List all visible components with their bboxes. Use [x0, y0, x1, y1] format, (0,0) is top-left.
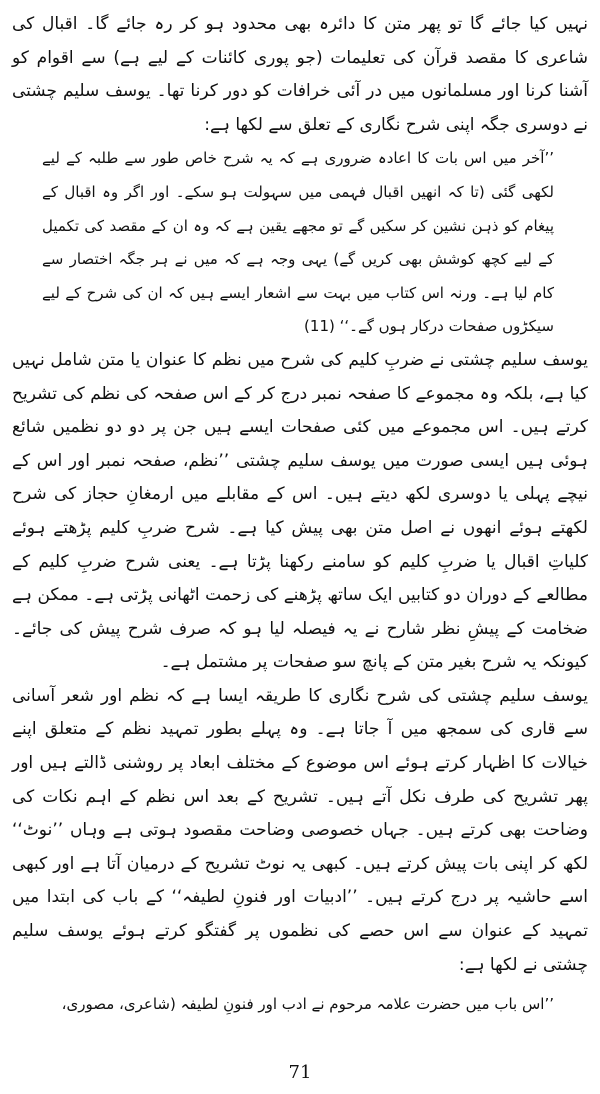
paragraph-intro: نہیں کیا جائے گا تو پھر متن کا دائرہ بھی محدود ہو کر رہ جائے گا۔ اقبال کی شاعری کا مقصد قرآن کی تعلیمات (جو پوری کائنات کے لیے ہے) سے اقوام کو آشنا کرنا اور مسلمانوں میں در آئی خرافات کو دور کرنا تھا۔ یوسف سلیم چشتی نے دوسری جگہ اپنی شرح نگاری کے تعلق سے لکھا ہے: [12, 14, 588, 135]
paragraph-sharh-method: یوسف سلیم چشتی کی شرح نگاری کا طریقہ ایسا ہے کہ نظم اور شعر آسانی سے قاری کی سمجھ میں آ جاتا ہے۔ وہ پہلے بطور تمہید نظم کے متعلق اپنے خیالات کا اظہار کرتے ہوئے اس موضوع کے مختلف ابعاد پر روشنی ڈالتے ہیں اور پھر تشریح کی طرف نکل آتے ہیں۔ تشریح کے بعد اس نظم کے اہم نکات کی وضاحت بھی کرتے ہیں۔ جہاں خصوصی وضاحت مقصود ہوتی ہے وہاں ’’نوٹ‘‘ لکھ کر اپنی بات پیش کرتے ہیں۔ کبھی یہ نوٹ تشریح کے درمیان آتا ہے اور کبھی اسے حاشیہ پر درج کرتے ہیں۔ ’’ادبیات اور فنونِ لطیفہ‘‘ کے باب کی ابتدا میں تمہید کے عنوان سے اس حصے کی نظموں پر گفتگو کرتے ہوئے یوسف سلیم چشتی نے لکھا ہے: [12, 685, 588, 975]
page-number: 71 [288, 1062, 312, 1083]
block-quote-adabiyat: ’’اس باب میں حضرت علامہ مرحوم نے ادب اور فنونِ لطیفہ (شاعری، مصوری، [61, 995, 554, 1014]
block-quote-chishti: ’’آخر میں اس بات کا اعادہ ضروری ہے کہ یہ شرح خاص طور سے طلبہ کے لیے لکھی گئی (تا کہ انھیں اقبال فہمی میں سہولت ہو سکے۔ اور اگر وہ اقبال کے پیغام کو ذہن نشین کر سکیں گے تو مجھے یقین ہے کہ وہ ان کے مقصد کی تکمیل کے لیے کچھ کوشش بھی کریں گے) یہی وجہ ہے کہ میں نے ہر جگہ اختصار سے کام لیا ہے۔ ورنہ اس کتاب میں بہت سے اشعار ایسے ہیں کہ ان کی شرح کے لیے سیکڑوں صفحات درکار ہوں گے۔‘‘ (11) [42, 149, 554, 336]
paragraph-zarb-e-kaleem: یوسف سلیم چشتی نے ضربِ کلیم کی شرح میں نظم کا عنوان یا متن شامل نہیں کیا ہے، بلکہ وہ مجموعے کا صفحہ نمبر درج کر کے اس صفحہ کی نظم کی تشریح کرتے ہیں۔ اس مجموعے میں کئی صفحات ایسے ہیں جن پر دو دو نظمیں شائع ہوئی ہیں ایسی صورت میں یوسف سلیم چشتی ’’نظم، صفحہ نمبر اور اس کے نیچے پہلی یا دوسری لکھ دیتے ہیں۔ اس کے مقابلے میں ارمغانِ حجاز کی شرح لکھتے ہوئے انھوں نے اصل متن بھی پیش کیا ہے۔ شرح ضربِ کلیم پڑھتے ہوئے کلیاتِ اقبال یا ضربِ کلیم کو سامنے رکھنا پڑتا ہے۔ یعنی شرح ضربِ کلیم کے مطالعے کے دوران دو کتابیں ایک ساتھ پڑھنے کی زحمت اٹھانی پڑتی ہے۔ ممکن ہے ضخامت کے پیشِ نظر شارح نے یہ فیصلہ لیا ہو کہ صرف شرح پیش کی جائے۔ کیونکہ یہ شرح بغیر متن کے پانچ سو صفحات پر مشتمل ہے۔ [12, 349, 588, 673]
